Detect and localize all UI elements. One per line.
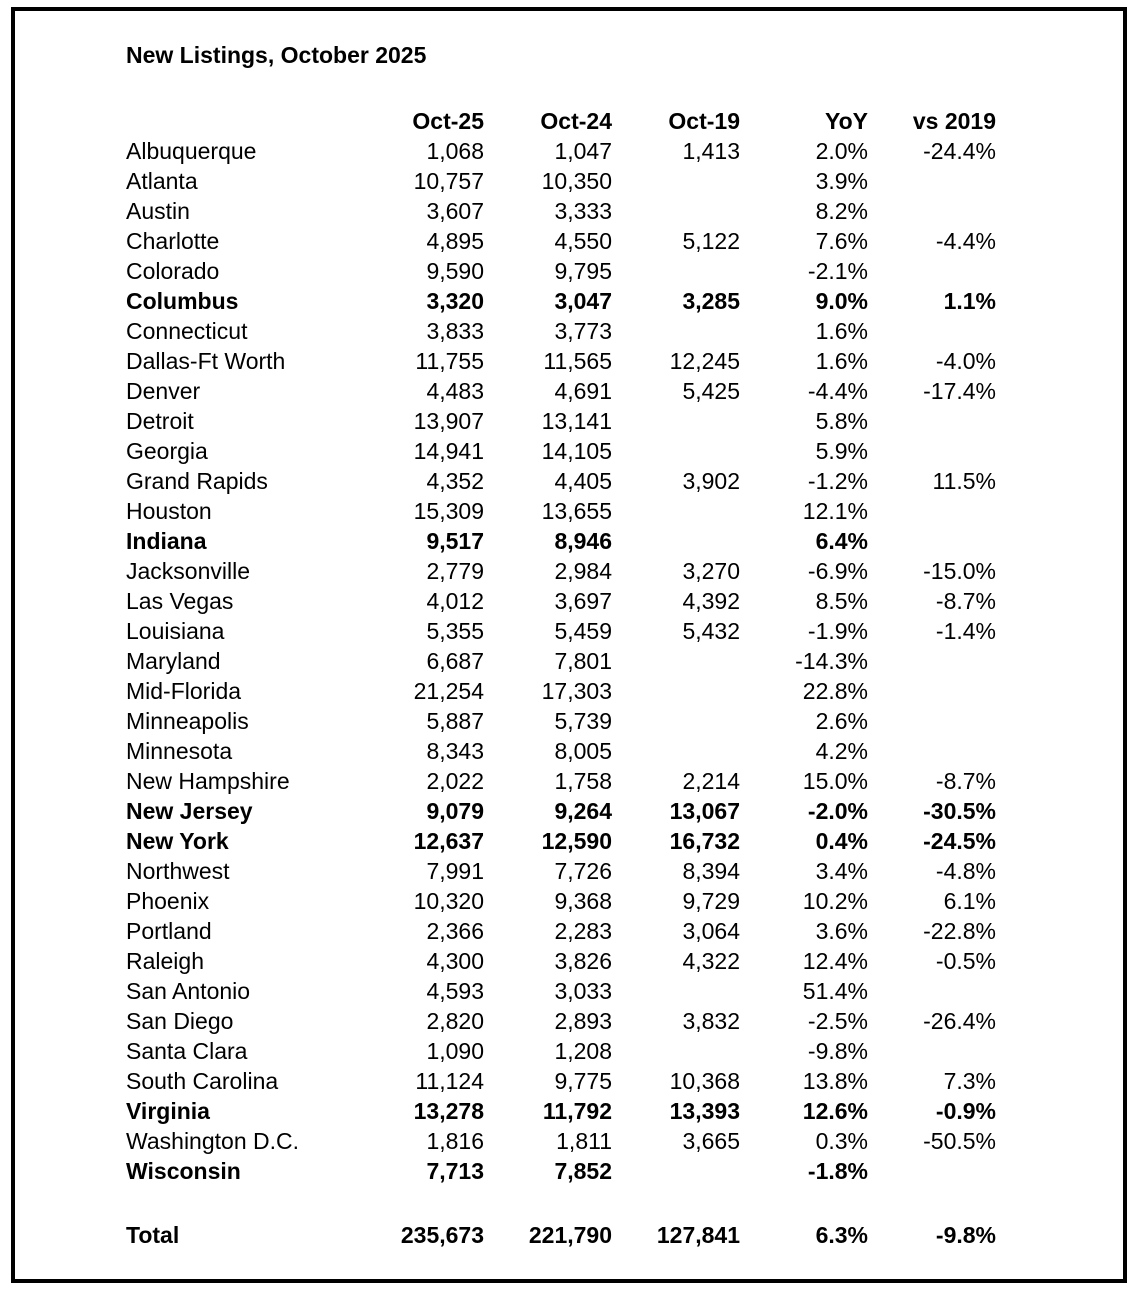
row-name: San Antonio: [126, 978, 251, 1004]
row-name: Charlotte: [126, 228, 220, 254]
header-oct24: Oct-24: [540, 108, 612, 134]
row-vs2019: -24.5%: [923, 828, 996, 854]
row-name: Phoenix: [126, 888, 210, 914]
row-oct24: 5,739: [554, 708, 612, 734]
row-oct19: 13,067: [669, 798, 740, 824]
row-oct25: 13,907: [413, 408, 484, 434]
table-row: [0, 376, 1148, 406]
row-name: Austin: [126, 198, 190, 224]
table-row: [0, 766, 1148, 796]
row-yoy: -9.8%: [807, 1038, 868, 1064]
table-row: [0, 1096, 1148, 1126]
row-yoy: 8.5%: [815, 588, 868, 614]
row-name: Washington D.C.: [126, 1128, 299, 1154]
row-oct25: 4,593: [426, 978, 484, 1004]
row-name: Raleigh: [126, 948, 204, 974]
row-name: Detroit: [126, 408, 194, 434]
row-yoy: 13.8%: [802, 1068, 868, 1094]
row-vs2019: -1.4%: [935, 618, 996, 644]
total-row: [0, 1220, 1148, 1250]
row-vs2019: -24.4%: [923, 138, 996, 164]
row-oct24: 13,141: [541, 408, 612, 434]
row-oct19: 12,245: [669, 348, 740, 374]
table-row: [0, 526, 1148, 556]
row-oct19: 1,413: [682, 138, 740, 164]
row-oct24: 9,368: [554, 888, 612, 914]
table-row: [0, 496, 1148, 526]
row-oct25: 1,068: [426, 138, 484, 164]
row-vs2019: -4.4%: [935, 228, 996, 254]
table-row: [0, 136, 1148, 166]
row-oct25: 4,300: [426, 948, 484, 974]
row-vs2019: -4.8%: [935, 858, 996, 884]
row-oct24: 17,303: [541, 678, 612, 704]
row-vs2019: -30.5%: [923, 798, 996, 824]
row-oct24: 10,350: [541, 168, 612, 194]
row-oct24: 5,459: [554, 618, 612, 644]
row-yoy: -1.2%: [807, 468, 868, 494]
row-oct25: 4,483: [426, 378, 484, 404]
total-vs2019: -9.8%: [935, 1222, 996, 1248]
row-oct25: 13,278: [413, 1098, 484, 1124]
row-yoy: -1.8%: [807, 1158, 868, 1184]
row-vs2019: -26.4%: [923, 1008, 996, 1034]
table-row: [0, 826, 1148, 856]
table-row: [0, 676, 1148, 706]
row-yoy: 4.2%: [815, 738, 868, 764]
table-row: [0, 706, 1148, 736]
row-oct19: 10,368: [669, 1068, 740, 1094]
table-row: [0, 226, 1148, 256]
row-yoy: 6.4%: [815, 528, 868, 554]
table-row: [0, 1036, 1148, 1066]
row-yoy: 10.2%: [802, 888, 868, 914]
row-oct25: 6,687: [426, 648, 484, 674]
row-oct19: 3,064: [682, 918, 740, 944]
row-oct25: 2,366: [426, 918, 484, 944]
row-oct19: 3,832: [682, 1008, 740, 1034]
row-oct24: 1,811: [556, 1128, 612, 1154]
row-yoy: -4.4%: [807, 378, 868, 404]
row-oct25: 1,090: [426, 1038, 484, 1064]
row-oct25: 1,816: [426, 1128, 484, 1154]
row-name: Maryland: [126, 648, 221, 674]
row-name: Mid-Florida: [126, 678, 242, 704]
row-name: Minneapolis: [126, 708, 249, 734]
row-oct25: 9,517: [426, 528, 484, 554]
total-yoy: 6.3%: [815, 1222, 868, 1248]
row-oct24: 1,047: [554, 138, 612, 164]
row-name: Virginia: [126, 1098, 210, 1124]
header-row: [0, 106, 1148, 136]
row-oct25: 5,355: [426, 618, 484, 644]
row-yoy: -2.0%: [807, 798, 868, 824]
row-yoy: 51.4%: [802, 978, 868, 1004]
row-yoy: 7.6%: [815, 228, 868, 254]
total-oct24: 221,790: [528, 1222, 612, 1248]
row-oct25: 4,352: [426, 468, 484, 494]
table-row: [0, 1066, 1148, 1096]
row-oct25: 12,637: [413, 828, 484, 854]
table-row: [0, 1006, 1148, 1036]
page-title: New Listings, October 2025: [126, 42, 427, 68]
row-yoy: 12.4%: [802, 948, 868, 974]
row-vs2019: -8.7%: [935, 588, 996, 614]
row-yoy: 1.6%: [815, 348, 868, 374]
row-vs2019: -0.9%: [935, 1098, 996, 1124]
table-row: [0, 286, 1148, 316]
row-yoy: -1.9%: [807, 618, 868, 644]
row-oct24: 14,105: [541, 438, 612, 464]
table-row: [0, 1156, 1148, 1186]
table-row: [0, 196, 1148, 226]
table-row: [0, 406, 1148, 436]
row-vs2019: -17.4%: [923, 378, 996, 404]
row-yoy: 3.9%: [815, 168, 868, 194]
row-oct24: 9,264: [554, 798, 612, 824]
total-oct19: 127,841: [656, 1222, 740, 1248]
row-name: Santa Clara: [126, 1038, 248, 1064]
table-row: [0, 646, 1148, 676]
row-oct24: 1,208: [554, 1038, 612, 1064]
row-vs2019: -4.0%: [935, 348, 996, 374]
row-oct24: 1,758: [554, 768, 612, 794]
row-oct19: 5,122: [682, 228, 740, 254]
row-yoy: -14.3%: [795, 648, 868, 674]
row-oct25: 7,991: [426, 858, 484, 884]
row-oct19: 3,665: [682, 1128, 740, 1154]
table-row: [0, 256, 1148, 286]
row-oct25: 2,820: [426, 1008, 484, 1034]
row-oct24: 3,773: [554, 318, 612, 344]
row-oct19: 2,214: [682, 768, 740, 794]
row-yoy: 9.0%: [815, 288, 868, 314]
row-oct25: 2,779: [426, 558, 484, 584]
row-oct24: 8,946: [554, 528, 612, 554]
table-row: [0, 436, 1148, 466]
row-name: Albuquerque: [126, 138, 257, 164]
row-oct25: 9,590: [426, 258, 484, 284]
row-name: Jacksonville: [126, 558, 250, 584]
table-row: [0, 976, 1148, 1006]
row-name: South Carolina: [126, 1068, 279, 1094]
row-oct19: 5,432: [682, 618, 740, 644]
row-yoy: 8.2%: [815, 198, 868, 224]
row-oct25: 14,941: [413, 438, 484, 464]
row-oct24: 7,801: [554, 648, 612, 674]
row-yoy: 1.6%: [815, 318, 868, 344]
row-oct24: 9,775: [554, 1068, 612, 1094]
row-name: New Jersey: [126, 798, 253, 824]
row-oct24: 3,047: [554, 288, 612, 314]
row-vs2019: 11.5%: [932, 468, 996, 494]
table-row: [0, 1126, 1148, 1156]
row-name: Colorado: [126, 258, 220, 284]
row-vs2019: -8.7%: [935, 768, 996, 794]
row-oct24: 9,795: [554, 258, 612, 284]
row-oct19: 3,285: [682, 288, 740, 314]
row-oct25: 10,757: [413, 168, 484, 194]
row-name: Las Vegas: [126, 588, 234, 614]
row-vs2019: -22.8%: [923, 918, 996, 944]
row-yoy: -6.9%: [807, 558, 868, 584]
row-oct24: 3,826: [554, 948, 612, 974]
row-oct25: 11,755: [415, 348, 484, 374]
row-name: New York: [126, 828, 229, 854]
row-yoy: 3.6%: [815, 918, 868, 944]
row-oct25: 9,079: [426, 798, 484, 824]
row-name: Louisiana: [126, 618, 225, 644]
row-yoy: 12.6%: [802, 1098, 868, 1124]
row-name: Grand Rapids: [126, 468, 268, 494]
row-name: Houston: [126, 498, 212, 524]
row-oct25: 11,124: [415, 1068, 484, 1094]
row-oct24: 8,005: [554, 738, 612, 764]
row-name: San Diego: [126, 1008, 234, 1034]
table-row: [0, 946, 1148, 976]
table-row: [0, 796, 1148, 826]
header-yoy: YoY: [824, 108, 868, 134]
row-oct24: 12,590: [541, 828, 612, 854]
row-yoy: 22.8%: [802, 678, 868, 704]
row-name: Atlanta: [126, 168, 198, 194]
row-vs2019: 7.3%: [943, 1068, 996, 1094]
row-name: Portland: [126, 918, 212, 944]
row-yoy: 2.0%: [815, 138, 868, 164]
total-label: Total: [126, 1222, 180, 1248]
row-oct24: 2,893: [554, 1008, 612, 1034]
row-oct24: 4,550: [554, 228, 612, 254]
row-vs2019: 6.1%: [943, 888, 996, 914]
table-row: [0, 886, 1148, 916]
row-oct24: 7,726: [554, 858, 612, 884]
header-vs2019: vs 2019: [912, 108, 996, 134]
row-yoy: 12.1%: [802, 498, 868, 524]
table-row: [0, 856, 1148, 886]
row-yoy: 0.3%: [815, 1128, 868, 1154]
table-row: [0, 166, 1148, 196]
total-oct25: 235,673: [400, 1222, 484, 1248]
row-oct25: 3,607: [426, 198, 484, 224]
row-oct24: 4,691: [554, 378, 612, 404]
row-name: Georgia: [126, 438, 208, 464]
row-oct25: 10,320: [413, 888, 484, 914]
table-row: [0, 346, 1148, 376]
row-yoy: 15.0%: [802, 768, 868, 794]
table-row: [0, 916, 1148, 946]
row-oct19: 3,902: [682, 468, 740, 494]
row-oct24: 2,283: [554, 918, 612, 944]
row-vs2019: -50.5%: [923, 1128, 996, 1154]
row-name: Columbus: [126, 288, 239, 314]
table-row: [0, 586, 1148, 616]
table-row: [0, 316, 1148, 346]
row-oct24: 11,792: [542, 1098, 612, 1124]
row-name: Connecticut: [126, 318, 248, 344]
table-row: [0, 556, 1148, 586]
row-oct19: 4,392: [682, 588, 740, 614]
row-oct19: 3,270: [682, 558, 740, 584]
row-oct25: 7,713: [426, 1158, 484, 1184]
row-oct24: 3,033: [554, 978, 612, 1004]
row-oct24: 3,697: [554, 588, 612, 614]
row-name: Denver: [126, 378, 201, 404]
row-oct19: 9,729: [682, 888, 740, 914]
row-oct24: 3,333: [554, 198, 612, 224]
row-yoy: 2.6%: [815, 708, 868, 734]
row-oct25: 15,309: [413, 498, 484, 524]
row-oct19: 8,394: [682, 858, 740, 884]
row-oct24: 2,984: [554, 558, 612, 584]
table-row: [0, 616, 1148, 646]
row-oct19: 16,732: [669, 828, 740, 854]
row-oct25: 3,320: [426, 288, 484, 314]
row-name: Dallas-Ft Worth: [126, 348, 286, 374]
row-name: New Hampshire: [126, 768, 290, 794]
row-oct25: 2,022: [426, 768, 484, 794]
row-yoy: 3.4%: [815, 858, 868, 884]
row-oct19: 4,322: [682, 948, 740, 974]
row-oct25: 3,833: [426, 318, 484, 344]
row-vs2019: 1.1%: [943, 288, 996, 314]
row-oct24: 4,405: [554, 468, 612, 494]
row-name: Minnesota: [126, 738, 233, 764]
row-oct19: 13,393: [669, 1098, 740, 1124]
row-oct19: 5,425: [682, 378, 740, 404]
row-oct25: 8,343: [426, 738, 484, 764]
row-oct24: 11,565: [543, 348, 612, 374]
row-yoy: 5.8%: [815, 408, 868, 434]
row-oct25: 5,887: [426, 708, 484, 734]
row-vs2019: -0.5%: [935, 948, 996, 974]
row-name: Northwest: [126, 858, 230, 884]
header-oct19: Oct-19: [668, 108, 740, 134]
row-vs2019: -15.0%: [923, 558, 996, 584]
row-name: Indiana: [126, 528, 207, 554]
table-row: [0, 736, 1148, 766]
row-oct25: 4,895: [426, 228, 484, 254]
row-yoy: -2.5%: [807, 1008, 868, 1034]
row-oct25: 21,254: [413, 678, 484, 704]
row-yoy: -2.1%: [807, 258, 868, 284]
row-oct25: 4,012: [426, 588, 484, 614]
row-oct24: 13,655: [541, 498, 612, 524]
row-name: Wisconsin: [126, 1158, 241, 1184]
table-row: [0, 466, 1148, 496]
row-yoy: 0.4%: [815, 828, 868, 854]
row-yoy: 5.9%: [815, 438, 868, 464]
header-oct25: Oct-25: [412, 108, 484, 134]
row-oct24: 7,852: [554, 1158, 612, 1184]
